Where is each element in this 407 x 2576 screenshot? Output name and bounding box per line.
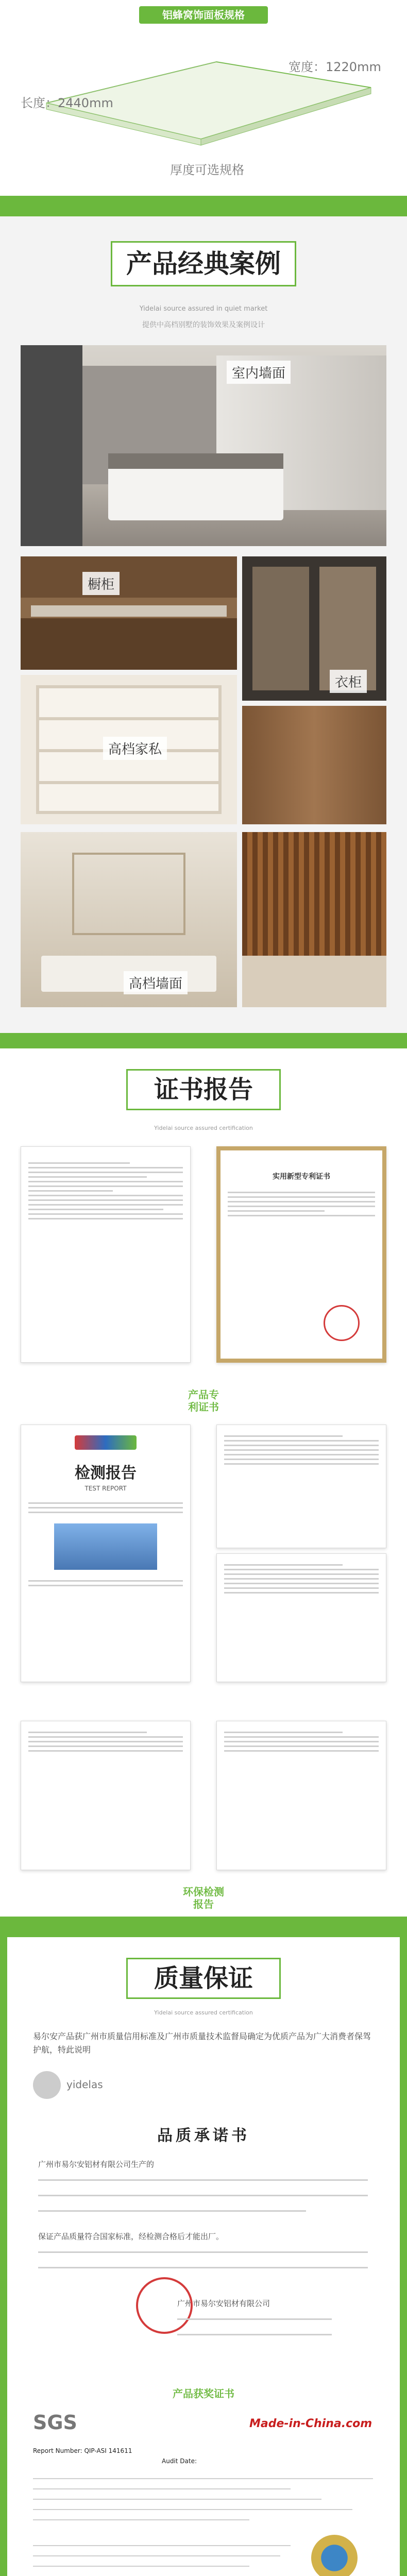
caption-high-wall: 高档墙面 bbox=[124, 971, 188, 994]
cases-title: 产品经典案例 bbox=[111, 241, 296, 286]
width-label: 宽度：1220mm bbox=[289, 60, 381, 74]
cases-sub-en: Yidelai source assured in quiet market bbox=[139, 305, 268, 313]
report-photo bbox=[54, 1523, 157, 1570]
cases-sub-cn: 提供中高档别墅的装饰效果及案例设计 bbox=[142, 321, 265, 329]
certs-title: 证书报告 bbox=[126, 1069, 281, 1110]
promise-body-2: 保证产品质量符合国家标准，经检测合格后才能出厂。 bbox=[38, 2232, 224, 2241]
report-title-en: TEST REPORT bbox=[84, 1485, 127, 1492]
test-doc-4 bbox=[216, 1721, 386, 1870]
caption-furniture: 高档家私 bbox=[103, 737, 167, 760]
thickness-label: 厚度可选规格 bbox=[170, 163, 244, 177]
promise-company: 广州市易尔安铝材有限公司 bbox=[177, 2299, 270, 2308]
caption-wardrobe: 衣柜 bbox=[330, 670, 367, 693]
sgs-logo-text: SGS bbox=[33, 2411, 77, 2434]
award-badge-icon bbox=[311, 2535, 358, 2576]
caption-indoor-wall: 室内墙面 bbox=[227, 361, 291, 384]
quality-title: 质量保证 bbox=[126, 1958, 281, 1999]
quality-section bbox=[0, 1917, 407, 2576]
made-in-china-logo: Made-in-China.com bbox=[249, 2417, 372, 2430]
quality-sub-en: Yidelai source assured certification bbox=[154, 2009, 253, 2016]
patent-doc-title: 实用新型专利证书 bbox=[273, 1173, 330, 1181]
patent-label: 产品专利证书 bbox=[188, 1388, 219, 1413]
divider-green-1 bbox=[0, 196, 407, 216]
certs-sub-en: Yidelai source assured certification bbox=[154, 1125, 253, 1131]
case-photo-bookcase bbox=[21, 675, 237, 824]
test-table-doc-1 bbox=[216, 1425, 386, 1548]
caption-cabinet: 橱柜 bbox=[82, 572, 120, 595]
length-label: 长度：2440mm bbox=[21, 96, 113, 110]
quality-desc: 易尔安产品获广州市质量信用标准及广州市质量技术监督局确定为优质产品为广大消费者保驾护航，特此说明 bbox=[33, 2031, 371, 2055]
test-report-doc bbox=[21, 1425, 191, 1682]
promise-seal-icon bbox=[136, 2277, 193, 2334]
case-photo-kitchen bbox=[21, 556, 237, 670]
promise-body-1: 广州市易尔安铝材有限公司生产的 bbox=[38, 2160, 155, 2169]
test-table-doc-2 bbox=[216, 1553, 386, 1682]
report-title: 检测报告 bbox=[75, 1464, 137, 1482]
promise-title: 品质承诺书 bbox=[157, 2127, 250, 2145]
spec-header-tag: 铝蜂窝饰面板规格 bbox=[139, 6, 268, 24]
red-seal-icon bbox=[324, 1305, 360, 1341]
cases-section bbox=[0, 216, 407, 1033]
case-photo-ceiling bbox=[242, 832, 386, 1007]
sgs-audit-date: Audit Date: bbox=[162, 2458, 197, 2465]
divider-green-2 bbox=[0, 1033, 407, 1048]
logo-text: yidelas bbox=[66, 2078, 103, 2091]
test-label-area bbox=[0, 1721, 407, 1917]
test-doc-3 bbox=[21, 1721, 191, 1870]
case-photo-wardrobe bbox=[242, 556, 386, 701]
case-photo-living bbox=[21, 832, 237, 1007]
test-label: 环保检测报告 bbox=[183, 1886, 224, 1910]
sgs-report-no: Report Number: QIP-ASI 141611 bbox=[33, 2447, 132, 2454]
spec-section bbox=[0, 0, 407, 177]
yidelai-logo-icon bbox=[33, 2071, 61, 2099]
sgs-logo-icon bbox=[75, 1435, 137, 1450]
case-photo-panel-wood bbox=[242, 706, 386, 824]
cert-patent-doc bbox=[216, 1146, 386, 1363]
certs-section bbox=[0, 1033, 407, 1721]
award-label: 产品获奖证书 bbox=[173, 2387, 234, 2400]
quality-panel bbox=[7, 1937, 400, 2576]
cert-doc-left bbox=[21, 1146, 191, 1363]
case-photo-bedroom bbox=[21, 345, 386, 546]
